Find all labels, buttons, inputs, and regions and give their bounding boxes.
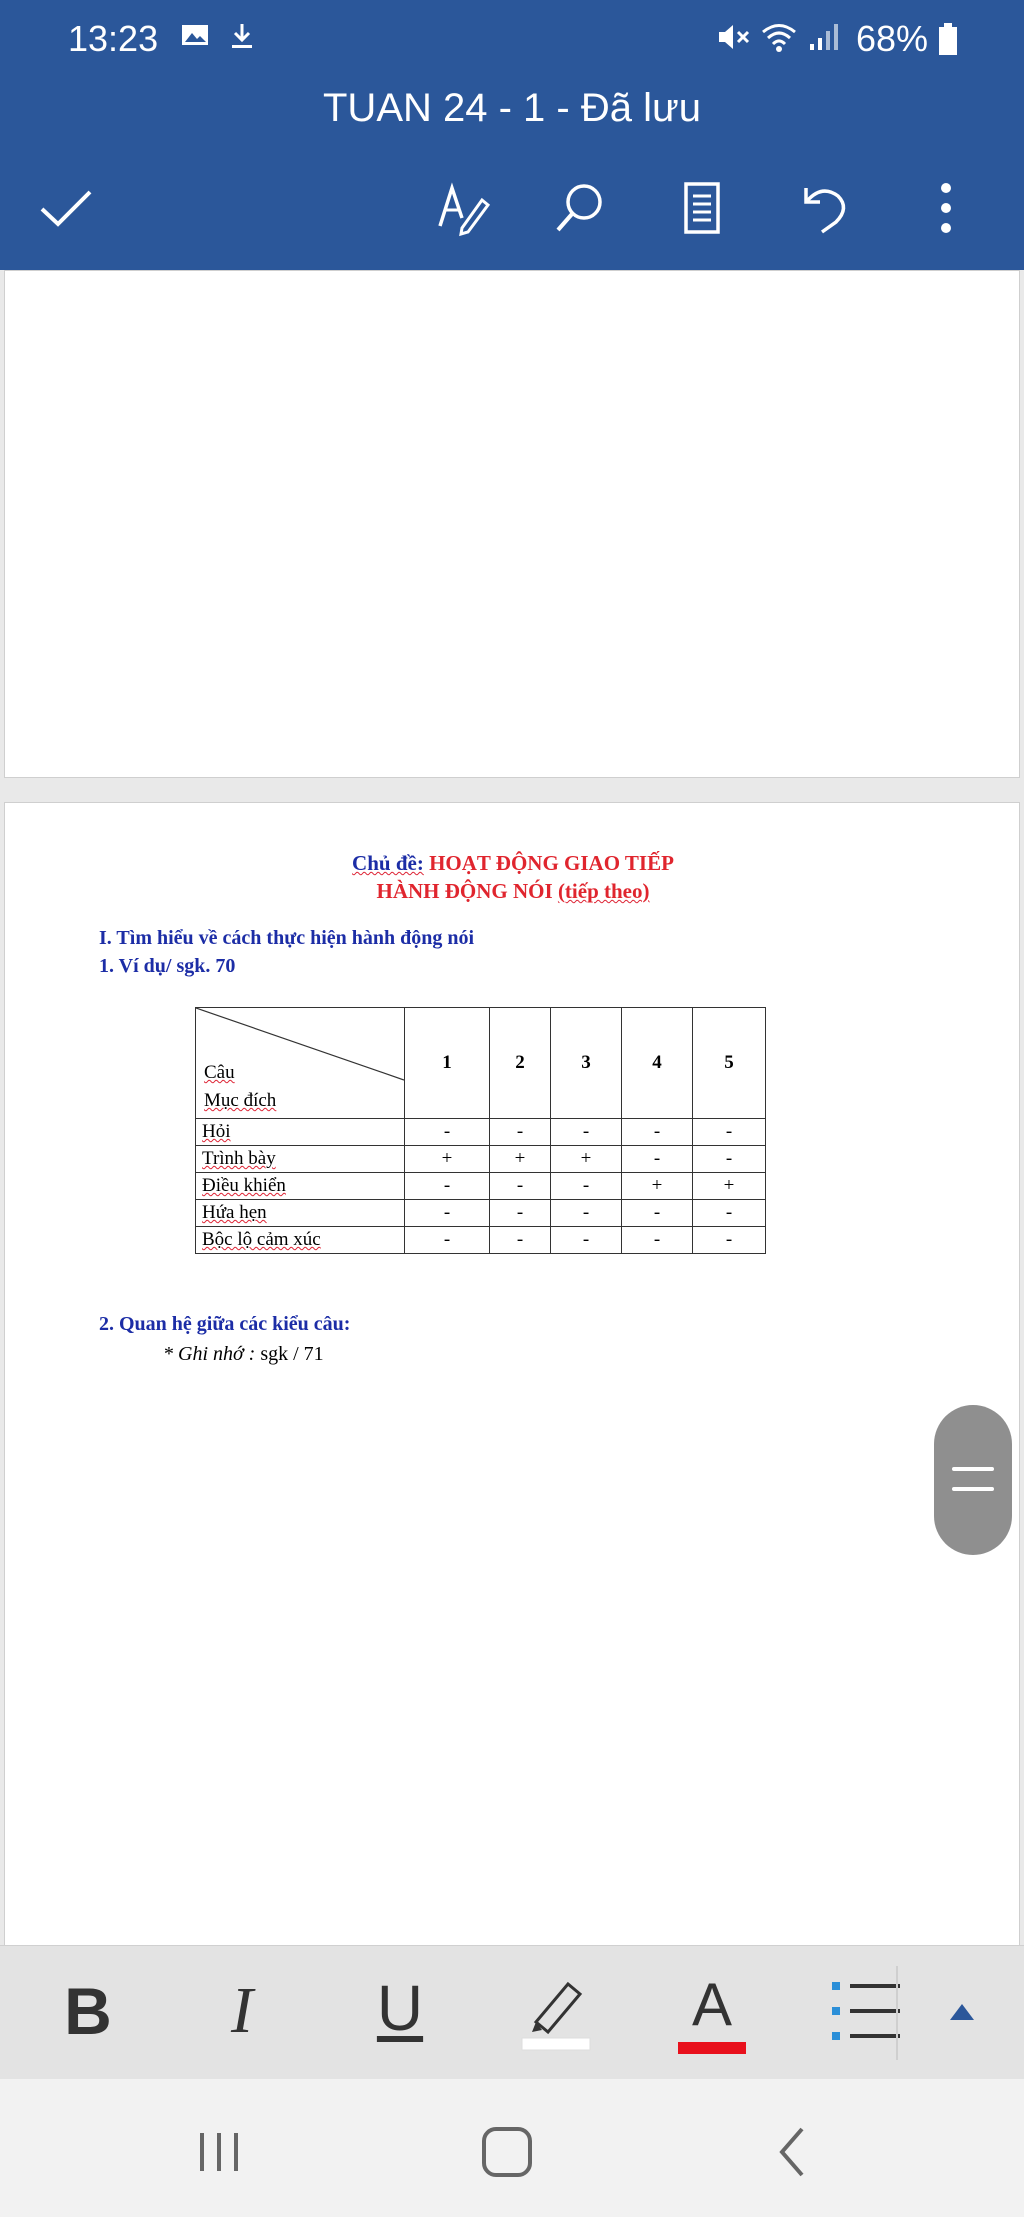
table-row: [196, 1227, 766, 1254]
reading-view-icon[interactable]: [672, 178, 732, 238]
note-prefix: * Ghi nhớ :: [163, 1343, 256, 1365]
row-label: Hứa hẹn: [196, 1200, 405, 1227]
column-header: 2: [490, 1008, 551, 1119]
table-cell: -: [405, 1227, 490, 1254]
row-label: Hỏi: [196, 1119, 405, 1146]
italic-button[interactable]: I: [231, 1974, 253, 2047]
status-time: 13:23: [68, 18, 159, 59]
subsection-heading: 1. Ví dụ/ sgk. 70: [99, 955, 236, 977]
document-page-blank[interactable]: [4, 270, 1020, 778]
undo-icon[interactable]: [794, 178, 854, 238]
system-navigation-bar: [0, 2079, 1024, 2217]
wifi-icon: [760, 20, 798, 54]
topic-title: HOẠT ĐỘNG GIAO TIẾP: [429, 851, 674, 875]
table-cell: +: [693, 1173, 766, 1200]
table-cell: -: [622, 1227, 693, 1254]
table-row: [196, 1119, 766, 1146]
highlight-button[interactable]: [506, 1966, 606, 2056]
table-cell: -: [693, 1227, 766, 1254]
more-icon[interactable]: [916, 178, 976, 238]
column-header: 5: [693, 1008, 766, 1119]
table-cell: -: [405, 1119, 490, 1146]
table-cell: -: [693, 1200, 766, 1227]
highlighter-icon: [506, 1966, 606, 2056]
font-color-swatch: [678, 2042, 746, 2054]
table-row: [196, 1146, 766, 1173]
handle-grip-line: [952, 1467, 994, 1471]
expand-toolbar-icon[interactable]: [944, 1998, 980, 2028]
document-canvas[interactable]: [0, 270, 1024, 1945]
signal-icon: [806, 20, 842, 54]
formatting-toolbar: [0, 1945, 1024, 2079]
column-header: 1: [405, 1008, 490, 1119]
table-cell: -: [490, 1227, 551, 1254]
pen-icon[interactable]: [432, 178, 492, 238]
topic-subtitle: HÀNH ĐỘNG NÓI: [376, 879, 553, 903]
table-cell: -: [622, 1119, 693, 1146]
bullet-list-button[interactable]: [816, 1966, 916, 2056]
back-icon[interactable]: [760, 2119, 826, 2185]
battery-level: 68%: [856, 18, 929, 59]
table-cell: +: [622, 1173, 693, 1200]
gallery-icon: [180, 20, 210, 50]
table-cell: -: [622, 1146, 693, 1173]
topic-heading: [5, 849, 1021, 905]
table-cell: -: [405, 1200, 490, 1227]
bold-button[interactable]: B: [64, 1974, 112, 2048]
font-color-button[interactable]: [662, 1966, 762, 2056]
table-cell: +: [490, 1146, 551, 1173]
note-reference: sgk / 71: [260, 1343, 324, 1365]
handle-grip-line: [952, 1487, 994, 1491]
bullet-list-icon: [816, 1966, 916, 2056]
download-icon: [228, 20, 256, 52]
table-row: [196, 1200, 766, 1227]
column-header: 4: [622, 1008, 693, 1119]
font-color-glyph: A: [691, 1971, 733, 2038]
subsection-heading: 2. Quan hệ giữa các kiểu câu:: [99, 1313, 351, 1335]
section-heading: I. Tìm hiểu về cách thực hiện hành động nói: [99, 927, 475, 949]
home-icon[interactable]: [474, 2119, 540, 2185]
table-cell: -: [551, 1119, 622, 1146]
note-line: [163, 1343, 324, 1366]
purpose-table: [195, 1007, 766, 1254]
status-bar: [0, 0, 1024, 80]
underline-button[interactable]: U: [376, 1972, 424, 2044]
topic-prefix: Chủ đề:: [352, 851, 424, 875]
row-label: Trình bày: [196, 1146, 405, 1173]
table-cell: -: [490, 1119, 551, 1146]
table-cell: +: [551, 1146, 622, 1173]
table-cell: -: [693, 1146, 766, 1173]
table-cell: -: [490, 1173, 551, 1200]
document-page[interactable]: [4, 802, 1020, 1945]
table-row: [196, 1173, 766, 1200]
recent-apps-icon[interactable]: [186, 2119, 252, 2185]
table-cell: +: [405, 1146, 490, 1173]
toolbar-divider: [896, 1966, 898, 2060]
corner-label-bottom: Mục đích: [204, 1090, 277, 1111]
table-cell: -: [622, 1200, 693, 1227]
table-cell: -: [551, 1200, 622, 1227]
scroll-handle[interactable]: [934, 1405, 1012, 1555]
mute-icon: [716, 20, 752, 54]
document-title: TUAN 24 - 1 - Đã lưu: [323, 86, 701, 130]
table-corner-cell: [196, 1008, 405, 1119]
table-cell: -: [551, 1173, 622, 1200]
table-cell: -: [551, 1227, 622, 1254]
table-header-row: [196, 1008, 766, 1119]
table-cell: -: [405, 1173, 490, 1200]
column-header: 3: [551, 1008, 622, 1119]
battery-icon: [938, 22, 958, 56]
check-icon[interactable]: [36, 178, 96, 238]
app-header: [0, 0, 1024, 270]
corner-label-top: Câu: [204, 1062, 235, 1083]
table-cell: -: [490, 1200, 551, 1227]
row-label: Bộc lộ cảm xúc: [196, 1227, 405, 1254]
table-cell: -: [693, 1119, 766, 1146]
topic-subtitle-note: (tiếp theo): [557, 879, 650, 903]
row-label: Điều khiển: [196, 1173, 405, 1200]
search-icon[interactable]: [550, 178, 610, 238]
